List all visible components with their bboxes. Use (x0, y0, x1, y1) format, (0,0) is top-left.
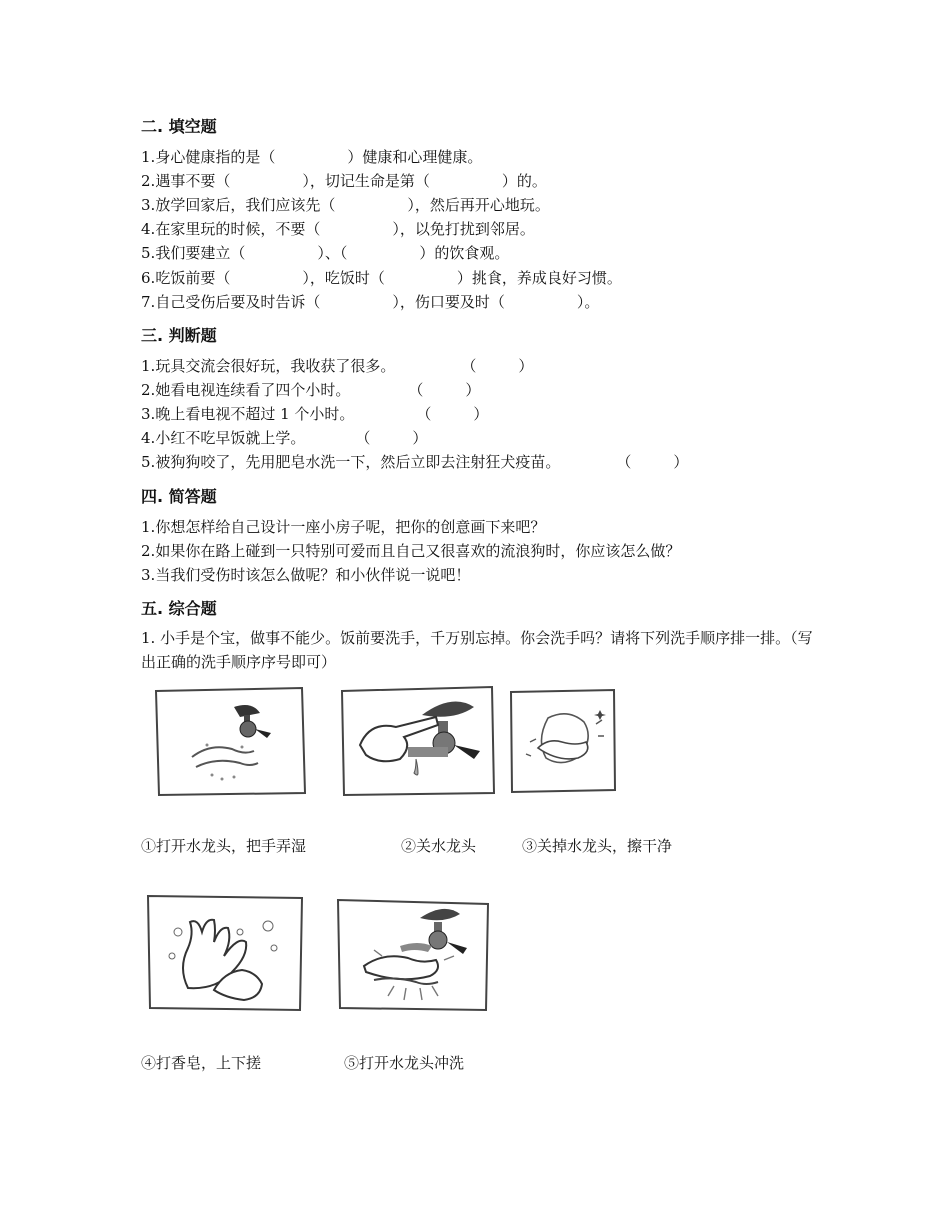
section-title-fill: 二. 填空题 (141, 117, 217, 136)
judge-item-3: 3.晚上看电视不超过 1 个小时。 （ ） (141, 405, 489, 423)
combo-question: 1. 小手是个宝，做事不能少。饭前要洗手，千万别忘掉。你会洗手吗？请将下列洗手顺序排一排。（写出正确的洗手顺序序号即可） (141, 629, 813, 671)
judge-item-1: 1.玩具交流会很好玩，我收获了很多。 （ ） (141, 357, 534, 375)
section-title-short: 四. 简答题 (141, 487, 217, 506)
fill-item-4: 4.在家里玩的时候，不要（ ），以免打扰到邻居。 (141, 220, 535, 238)
caption-step-3: ③关掉水龙头，擦干净 (522, 837, 673, 855)
short-item-2: 2.如果你在路上碰到一只特别可爱而且自己又很喜欢的流浪狗时，你应该怎么做？ (141, 542, 681, 560)
caption-step-1: ①打开水龙头，把手弄湿 (141, 837, 307, 855)
short-item-1: 1.你想怎样给自己设计一座小房子呢，把你的创意画下来吧？ (141, 518, 546, 536)
fill-item-3: 3.放学回家后，我们应该先（ ），然后再开心地玩。 (141, 196, 550, 214)
soap-hands-icon (144, 892, 306, 1014)
section-title-combo: 五. 综合题 (141, 599, 217, 618)
judge-item-2: 2.她看电视连续看了四个小时。 （ ） (141, 381, 481, 399)
section-title-judge: 三. 判断题 (141, 326, 217, 345)
fill-item-5: 5.我们要建立（ ）、（ ）的饮食观。 (141, 244, 510, 262)
short-item-3: 3.当我们受伤时该怎么做呢？和小伙伴说一说吧！ (141, 566, 471, 584)
fill-item-1: 1.身心健康指的是（ ）健康和心理健康。 (141, 148, 483, 166)
fill-item-2: 2.遇事不要（ ），切记生命是第（ ）的。 (141, 172, 547, 190)
rinse-hands-icon (334, 896, 492, 1014)
judge-item-4: 4.小红不吃早饭就上学。 （ ） (141, 429, 428, 447)
wet-hands-under-tap-icon (152, 685, 308, 797)
fill-item-7: 7.自己受伤后要及时告诉（ ），伤口要及时（ ）。 (141, 293, 600, 311)
judge-item-5: 5.被狗狗咬了，先用肥皂水洗一下，然后立即去注射狂犬疫苗。 （ ） (141, 453, 689, 471)
fill-item-6: 6.吃饭前要（ ），吃饭时（ ）挑食，养成良好习惯。 (141, 269, 622, 287)
caption-step-4: ④打香皂，上下搓 (141, 1054, 262, 1072)
caption-step-2: ②关水龙头 (401, 837, 477, 855)
dry-hands-icon (508, 688, 618, 794)
turn-off-tap-icon (338, 685, 496, 797)
caption-step-5: ⑤打开水龙头冲洗 (344, 1054, 465, 1072)
